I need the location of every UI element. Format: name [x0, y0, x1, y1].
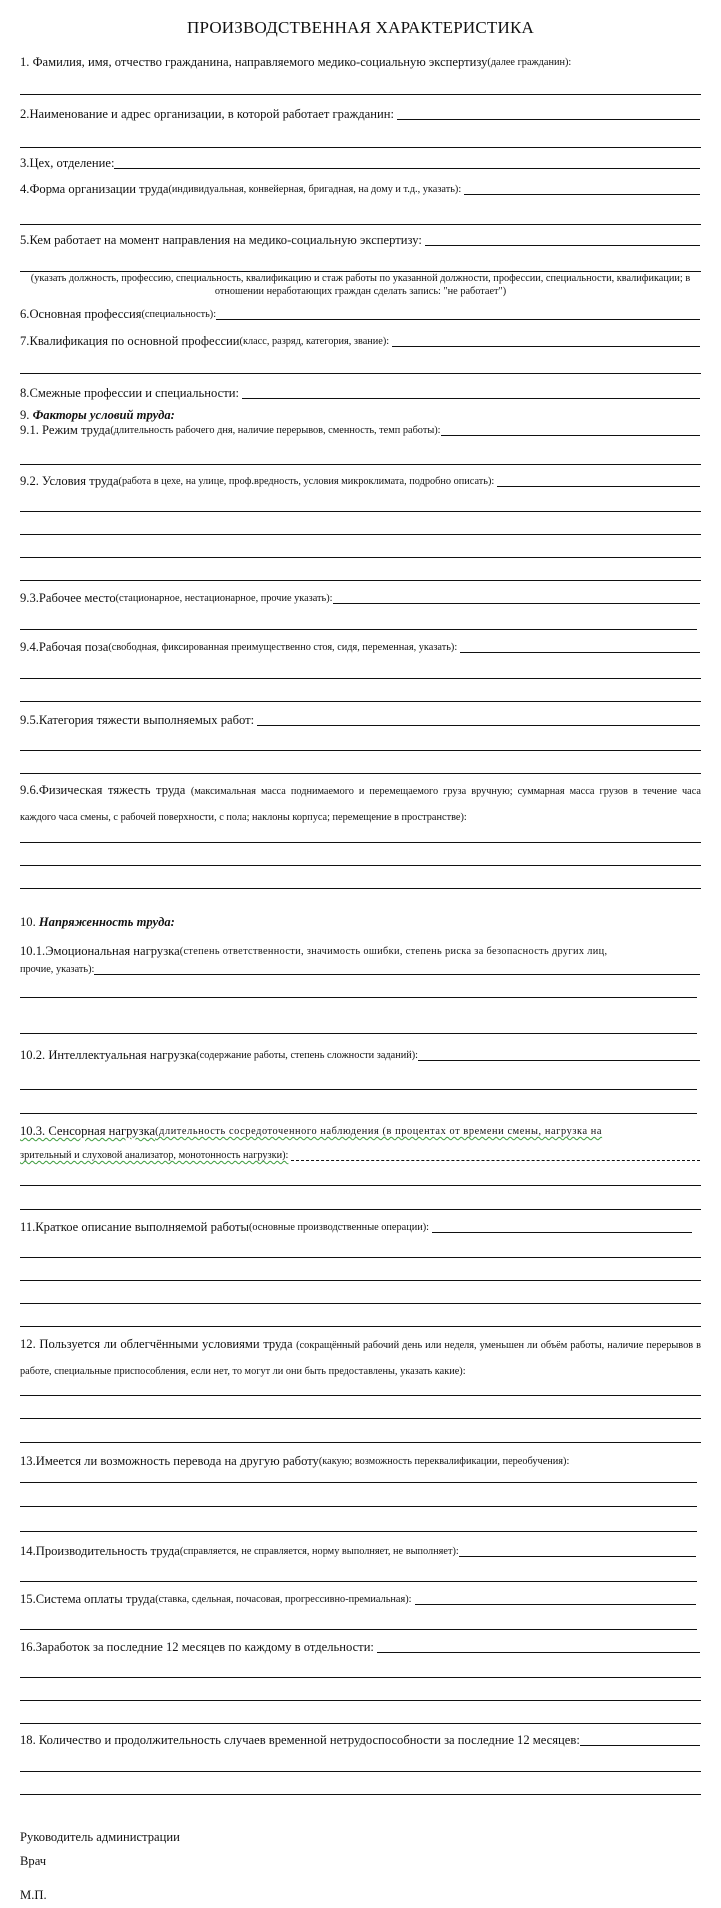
- field-9-6-line-2[interactable]: [20, 865, 701, 866]
- field-16-line-2[interactable]: [20, 1677, 701, 1678]
- field-15-input-line[interactable]: [415, 1604, 697, 1605]
- field-4-input-line[interactable]: [464, 194, 700, 195]
- field-13-transfer-possibility: [20, 1454, 700, 1469]
- section-9-title: Факторы условий труда:: [32, 408, 175, 422]
- signature-head-of-administration: Руководитель администрации: [20, 1830, 180, 1844]
- field-9-1-line-2[interactable]: [20, 464, 701, 465]
- field-10-2-line-2[interactable]: [20, 1089, 697, 1090]
- signature-doctor: Врач: [20, 1854, 47, 1868]
- field-10-2-input-line[interactable]: [418, 1060, 700, 1061]
- field-15-payment-system: [20, 1592, 700, 1607]
- field-10-1-line-3[interactable]: [20, 1033, 697, 1034]
- field-12-label: 12. Пользуется ли облегчёнными условиями труда: [20, 1337, 297, 1351]
- field-9-3-workplace: [20, 591, 700, 606]
- field-4-work-organization: [20, 182, 700, 197]
- field-10-2-hint: (содержание работы, степень сложности заданий):: [196, 1050, 419, 1061]
- field-6-input-line[interactable]: [216, 319, 700, 320]
- field-15-label: 15.Система оплаты труда: [20, 1592, 156, 1606]
- field-9-5-work-severity: [20, 713, 700, 728]
- field-9-3-line-2[interactable]: [20, 629, 697, 630]
- field-9-2-line-4[interactable]: [20, 557, 701, 558]
- field-7-qualification: [20, 334, 700, 349]
- field-9-3-hint: (стационарное, нестационарное, прочие указать):: [115, 593, 333, 604]
- field-3-department: [20, 156, 700, 171]
- field-9-4-hint: (свободная, фиксированная преимущественно стоя, сидя, переменная, указать):: [108, 642, 458, 653]
- field-15-hint: (ставка, сдельная, почасовая, прогрессивно-премиальная):: [155, 1594, 412, 1605]
- field-3-label: 3.Цех, отделение:: [20, 156, 115, 170]
- field-3-input-line[interactable]: [114, 168, 700, 169]
- field-9-4-line-2[interactable]: [20, 678, 701, 679]
- field-1-label: 1. Фамилия, имя, отчество гражданина, направляемого медико-социальную экспертизу: [20, 55, 488, 69]
- field-9-6-line-3[interactable]: [20, 888, 701, 889]
- field-1-full-name: [20, 55, 700, 70]
- stamp-place: М.П.: [20, 1888, 47, 1902]
- field-10-3-sensory-load: [20, 1124, 700, 1139]
- field-13-line-2[interactable]: [20, 1506, 697, 1507]
- section-10-number: 10.: [20, 915, 39, 929]
- field-9-4-work-posture: [20, 640, 700, 655]
- field-10-2-label: 10.2. Интеллектуальная нагрузка: [20, 1048, 197, 1062]
- field-13-label: 13.Имеется ли возможность перевода на другую работу: [20, 1454, 319, 1468]
- field-4-hint: (индивидуальная, конвейерная, бригадная, на дому и т.д., указать):: [168, 184, 462, 195]
- field-16-input-line[interactable]: [377, 1652, 700, 1653]
- field-10-3-line-2[interactable]: [20, 1185, 701, 1186]
- field-13-line-3[interactable]: [20, 1531, 697, 1532]
- field-9-1-label: 9.1. Режим труда: [20, 423, 111, 437]
- field-10-3-line-3[interactable]: [20, 1209, 701, 1210]
- field-2-line-2[interactable]: [20, 147, 701, 148]
- section-9-number: 9.: [20, 408, 33, 422]
- field-7-label: 7.Квалификация по основной профессии: [20, 334, 240, 348]
- section-9-heading: [20, 408, 175, 423]
- field-9-1-work-regime: [20, 423, 700, 438]
- field-5-note: (указать должность, профессию, специальность, квалификацию и стаж работы по указанной должности, профессии, специальности, квалификации; в отношении неработающих граждан сделать запись: "не работает"): [30, 273, 691, 297]
- field-10-1-label: 10.1.Эмоциональная нагрузка: [20, 944, 180, 958]
- field-16-label: 16.Заработок за последние 12 месяцев по каждому в отдельности:: [20, 1640, 374, 1654]
- field-10-1-emotional-load: [20, 944, 700, 959]
- field-10-1-line-2[interactable]: [20, 997, 697, 998]
- field-9-3-label: 9.3.Рабочее место: [20, 591, 116, 605]
- field-9-2-line-5[interactable]: [20, 580, 701, 581]
- field-15-line-2[interactable]: [20, 1629, 697, 1630]
- field-16-earnings: [20, 1640, 700, 1655]
- field-18-line-2[interactable]: [20, 1771, 701, 1772]
- field-11-work-description: [20, 1220, 700, 1235]
- field-10-3-row-2: [20, 1148, 700, 1163]
- field-14-line-2[interactable]: [20, 1581, 697, 1582]
- field-7-line-2[interactable]: [20, 373, 701, 374]
- field-11-label: 11.Краткое описание выполняемой работы: [20, 1220, 249, 1234]
- field-14-input-line[interactable]: [459, 1556, 696, 1557]
- field-9-6-physical-load: [20, 778, 701, 830]
- field-13-line-1[interactable]: [20, 1482, 697, 1483]
- field-16-line-3[interactable]: [20, 1700, 701, 1701]
- field-4-label: 4.Форма организации труда: [20, 182, 169, 196]
- field-11-line-4[interactable]: [20, 1303, 701, 1304]
- field-10-3-hint-line2: зрительный и слуховой анализатор, монотонность нагрузки):: [20, 1150, 289, 1161]
- field-16-line-4[interactable]: [20, 1723, 701, 1724]
- field-10-3-hint-line1: (длительность сосредоточенного наблюдения (в процентах от времени смены, нагрузка на: [155, 1126, 603, 1137]
- field-1-hint: (далее гражданин):: [487, 57, 572, 68]
- field-10-1-hint-line2: прочие, указать):: [20, 964, 95, 975]
- field-9-5-line-3[interactable]: [20, 773, 701, 774]
- field-10-1-hint-line1: (степень ответственности, значимость ошибки, степень риска за безопасность других лиц,: [179, 946, 608, 957]
- field-18-input-line[interactable]: [580, 1745, 700, 1746]
- field-11-hint: (основные производственные операции):: [248, 1222, 430, 1233]
- field-5-position: [20, 233, 700, 248]
- field-9-2-hint: (работа в цехе, на улице, проф.вредность, условия микроклимата, подробно описать):: [118, 476, 495, 487]
- field-11-line-3[interactable]: [20, 1280, 701, 1281]
- field-7-input-line[interactable]: [392, 346, 700, 347]
- field-9-6-hint: (максимальная масса поднимаемого и перемещаемого груза вручную; суммарная масса грузов в течение часа каждого часа смены, с рабочей поверхности, с пола; наклоны корпуса; перемещение в пространстве):: [20, 786, 701, 823]
- field-5-label: 5.Кем работает на момент направления на медико-социальную экспертизу:: [20, 233, 422, 247]
- field-9-6-label: 9.6.Физическая тяжесть труда: [20, 783, 191, 797]
- field-18-sick-leave: [20, 1733, 700, 1748]
- field-9-2-label: 9.2. Условия труда: [20, 474, 119, 488]
- field-11-line-5[interactable]: [20, 1326, 701, 1327]
- field-11-input-line[interactable]: [432, 1232, 692, 1233]
- field-9-4-input-line[interactable]: [460, 652, 700, 653]
- field-6-main-profession: [20, 307, 700, 322]
- field-14-label: 14.Производительность труда: [20, 1544, 180, 1558]
- field-13-hint: (какую; возможность переквалификации, переобучения):: [318, 1456, 570, 1467]
- field-9-4-line-3[interactable]: [20, 701, 701, 702]
- field-10-2-line-3[interactable]: [20, 1113, 697, 1114]
- page-title: ПРОИЗВОДСТВЕННАЯ ХАРАКТЕРИСТИКА: [186, 18, 534, 37]
- field-18-label: 18. Количество и продолжительность случаев временной нетрудоспособности за последние 12 месяцев:: [20, 1733, 580, 1747]
- field-9-5-input-line[interactable]: [257, 725, 700, 726]
- field-9-2-input-line[interactable]: [497, 486, 700, 487]
- field-12-line-2[interactable]: [20, 1418, 701, 1419]
- field-8-label: 8.Смежные профессии и специальности:: [20, 386, 239, 400]
- field-10-1-input-line[interactable]: [94, 974, 700, 975]
- field-12-eased-conditions: [20, 1332, 701, 1384]
- field-10-3-input-line[interactable]: [291, 1160, 700, 1161]
- field-2-organization: [20, 107, 700, 122]
- field-9-2-line-3[interactable]: [20, 534, 701, 535]
- field-8-related-professions: [20, 386, 700, 401]
- field-8-input-line[interactable]: [242, 398, 700, 399]
- field-9-1-hint: (длительность рабочего дня, наличие перерывов, сменность, темп работы):: [110, 425, 441, 436]
- field-10-3-label: 10.3. Сенсорная нагрузка: [20, 1124, 156, 1138]
- field-6-hint: (специальность):: [141, 309, 217, 320]
- field-10-1-row-2: [20, 962, 700, 977]
- field-2-label: 2.Наименование и адрес организации, в которой работает гражданин:: [20, 107, 394, 121]
- field-12-line-3[interactable]: [20, 1442, 701, 1443]
- field-11-line-2[interactable]: [20, 1257, 701, 1258]
- section-10-heading: [20, 915, 175, 930]
- field-14-hint: (справляется, не справляется, норму выполняет, не выполняет):: [179, 1546, 459, 1557]
- field-4-line-2[interactable]: [20, 224, 701, 225]
- field-10-2-intellectual-load: [20, 1048, 700, 1063]
- field-9-5-line-2[interactable]: [20, 750, 701, 751]
- field-6-label: 6.Основная профессия: [20, 307, 142, 321]
- field-9-3-input-line[interactable]: [333, 603, 700, 604]
- field-18-line-3[interactable]: [20, 1794, 701, 1795]
- field-9-2-work-conditions: [20, 474, 700, 489]
- field-1-line[interactable]: [20, 94, 701, 95]
- field-9-2-line-2[interactable]: [20, 511, 701, 512]
- field-14-productivity: [20, 1544, 700, 1559]
- field-9-6-line-1[interactable]: [20, 842, 701, 843]
- field-9-5-label: 9.5.Категория тяжести выполняемых работ:: [20, 713, 255, 727]
- section-10-title: Напряженность труда:: [38, 915, 175, 929]
- field-9-1-input-line[interactable]: [441, 435, 700, 436]
- field-2-input-line[interactable]: [397, 119, 700, 120]
- field-5-input-line[interactable]: [425, 245, 700, 246]
- field-7-hint: (класс, разряд, категория, звание):: [239, 336, 390, 347]
- field-12-hint: (сокращённый рабочий день или неделя, уменьшен ли объём работы, наличие перерывов в работе, специальные приспособления, если нет, то могут ли они быть предоставлены, указать какие):: [20, 1340, 701, 1377]
- field-9-4-label: 9.4.Рабочая поза: [20, 640, 109, 654]
- field-12-line-1[interactable]: [20, 1395, 701, 1396]
